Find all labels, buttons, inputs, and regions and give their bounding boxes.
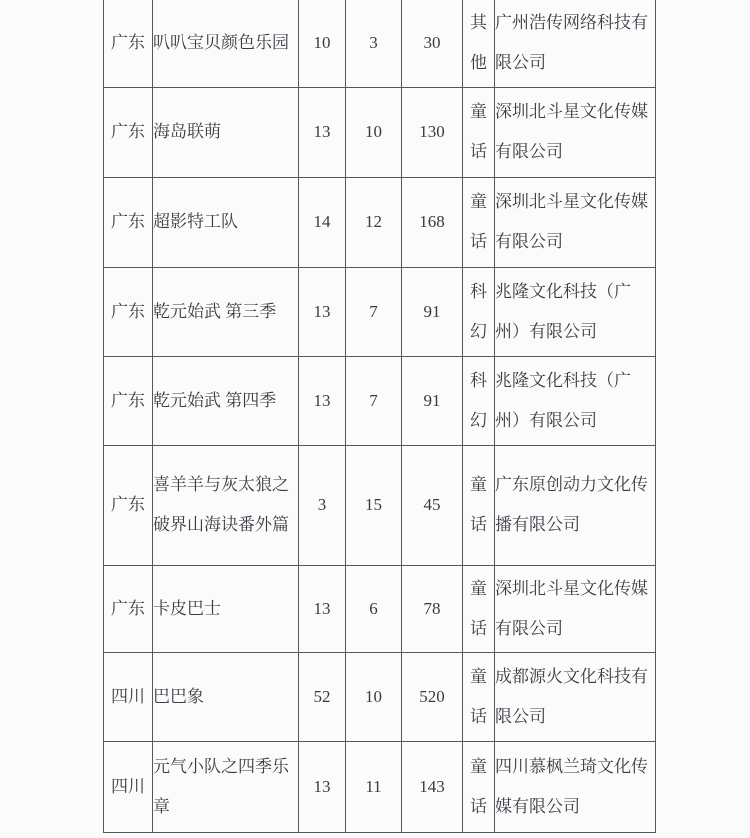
cell-title: 元气小队之四季乐章 <box>153 741 299 832</box>
cell-value2: 3 <box>346 0 402 87</box>
cell-category: 童话 <box>463 565 495 652</box>
cell-company: 四川慕枫兰琦文化传媒有限公司 <box>495 741 656 832</box>
cell-value1: 13 <box>299 741 346 832</box>
cell-province: 广东 <box>104 445 153 565</box>
animation-records-table <box>103 0 656 833</box>
cell-value1: 52 <box>299 652 346 741</box>
cell-company: 成都源火文化科技有限公司 <box>495 652 656 741</box>
cell-province: 四川 <box>104 652 153 741</box>
cell-company: 深圳北斗星文化传媒有限公司 <box>495 177 656 267</box>
cell-value2: 6 <box>346 565 402 652</box>
cell-category: 其他 <box>463 0 495 87</box>
cell-value3: 45 <box>402 445 463 565</box>
cell-value3: 130 <box>402 87 463 177</box>
cell-company: 兆隆文化科技（广州）有限公司 <box>495 267 656 356</box>
cell-category: 科幻 <box>463 267 495 356</box>
cell-company: 深圳北斗星文化传媒有限公司 <box>495 565 656 652</box>
cell-value2: 10 <box>346 652 402 741</box>
cell-value1: 13 <box>299 267 346 356</box>
cell-company: 深圳北斗星文化传媒有限公司 <box>495 87 656 177</box>
cell-title: 喜羊羊与灰太狼之破界山海诀番外篇 <box>153 445 299 565</box>
cell-province: 广东 <box>104 565 153 652</box>
cell-value2: 7 <box>346 267 402 356</box>
cell-value1: 3 <box>299 445 346 565</box>
cell-value3: 143 <box>402 741 463 832</box>
cell-title: 巴巴象 <box>153 652 299 741</box>
cell-category: 童话 <box>463 741 495 832</box>
table-row <box>104 356 656 445</box>
cell-province: 广东 <box>104 0 153 87</box>
cell-province: 四川 <box>104 741 153 832</box>
cell-value2: 15 <box>346 445 402 565</box>
table-row <box>104 87 656 177</box>
cell-category: 童话 <box>463 87 495 177</box>
cell-value3: 91 <box>402 267 463 356</box>
cell-value2: 12 <box>346 177 402 267</box>
table-row <box>104 741 656 832</box>
cell-value3: 78 <box>402 565 463 652</box>
cell-value1: 10 <box>299 0 346 87</box>
table-row <box>104 565 656 652</box>
cell-category: 童话 <box>463 652 495 741</box>
cell-province: 广东 <box>104 356 153 445</box>
table-row <box>104 445 656 565</box>
cell-value3: 91 <box>402 356 463 445</box>
table-row <box>104 177 656 267</box>
cell-company: 广州浩传网络科技有限公司 <box>495 0 656 87</box>
cell-value1: 13 <box>299 356 346 445</box>
cell-value1: 13 <box>299 565 346 652</box>
cell-title: 乾元始武 第三季 <box>153 267 299 356</box>
cell-value1: 14 <box>299 177 346 267</box>
cell-value3: 520 <box>402 652 463 741</box>
cell-province: 广东 <box>104 267 153 356</box>
table-row <box>104 267 656 356</box>
cell-value3: 168 <box>402 177 463 267</box>
cell-value2: 11 <box>346 741 402 832</box>
cell-value3: 30 <box>402 0 463 87</box>
cell-title: 卡皮巴士 <box>153 565 299 652</box>
cell-value2: 7 <box>346 356 402 445</box>
cell-category: 童话 <box>463 177 495 267</box>
cell-company: 兆隆文化科技（广州）有限公司 <box>495 356 656 445</box>
cell-title: 乾元始武 第四季 <box>153 356 299 445</box>
cell-title: 超影特工队 <box>153 177 299 267</box>
cell-title: 海岛联萌 <box>153 87 299 177</box>
cell-province: 广东 <box>104 177 153 267</box>
cell-category: 科幻 <box>463 356 495 445</box>
cell-value2: 10 <box>346 87 402 177</box>
cell-value1: 13 <box>299 87 346 177</box>
table-row <box>104 652 656 741</box>
cell-category: 童话 <box>463 445 495 565</box>
cell-company: 广东原创动力文化传播有限公司 <box>495 445 656 565</box>
cell-province: 广东 <box>104 87 153 177</box>
table-row <box>104 0 656 87</box>
cell-title: 叭叭宝贝颜色乐园 <box>153 0 299 87</box>
